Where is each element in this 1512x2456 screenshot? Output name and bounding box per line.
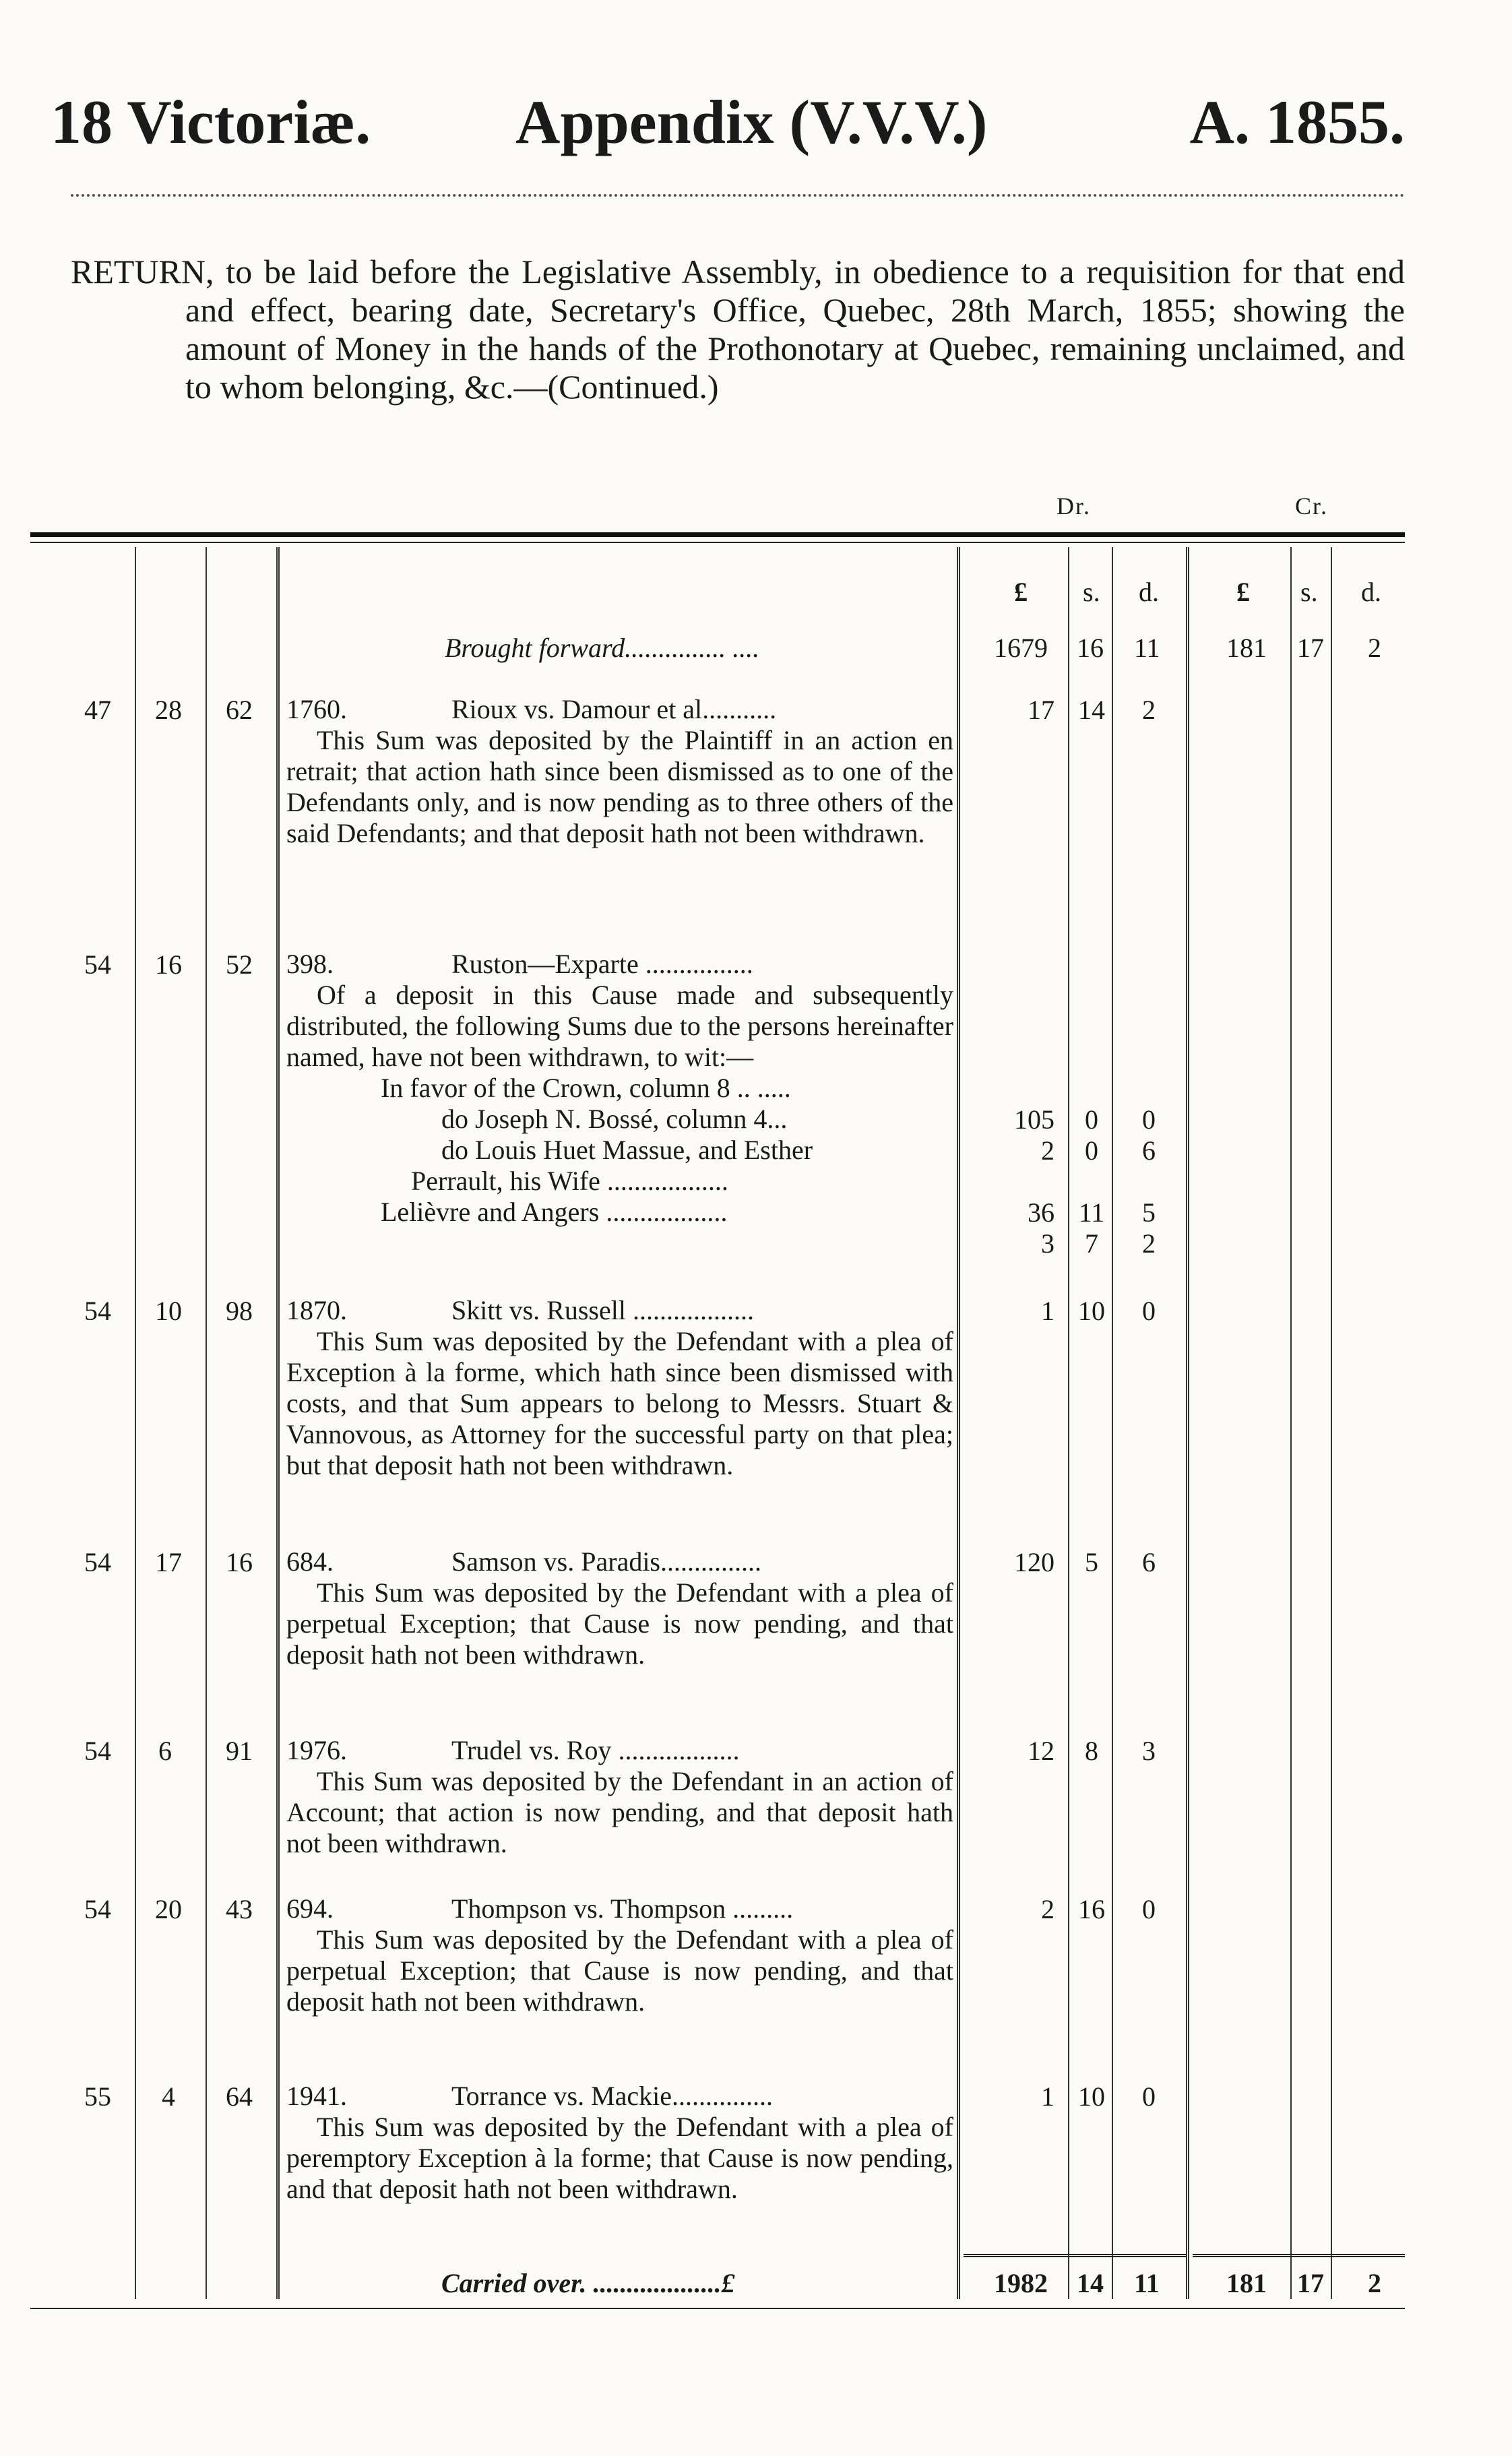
sub-item: In favor of the Crown, column 8 .. ..... <box>381 1073 791 1103</box>
entry-number: 1976. <box>286 1735 347 1765</box>
entry-number: 694. <box>286 1893 334 1924</box>
entry-description <box>286 1295 953 1481</box>
entry-col2: 20 <box>155 1894 182 1924</box>
cr-shilling-head: s. <box>1300 577 1318 607</box>
entry-col1: 55 <box>84 2081 111 2112</box>
col-divider <box>276 547 280 2299</box>
entry-pence: 0 <box>1142 2081 1156 2112</box>
entry-col3: 91 <box>226 1736 253 1766</box>
col-divider <box>1068 547 1069 2299</box>
co-dr-pence: 11 <box>1134 2268 1160 2298</box>
entry-number: 1760. <box>286 694 347 724</box>
sub-item: do Joseph N. Bossé, column 4... <box>441 1104 788 1134</box>
entry-shillings: 10 <box>1078 1296 1105 1326</box>
entry-description <box>286 1546 953 1670</box>
entry-col3: 98 <box>226 1296 253 1326</box>
entry-pence: 2 <box>1142 695 1156 725</box>
co-dr-pounds: 1982 <box>994 2268 1048 2298</box>
header-center: Appendix (V.V.V.) <box>515 88 988 156</box>
entry-number: 1870. <box>286 1295 347 1325</box>
sub-shillings: 7 <box>1085 1228 1098 1259</box>
sub-pounds: 36 <box>1028 1197 1054 1228</box>
entry-pounds: 17 <box>1028 695 1054 725</box>
entry-col1: 54 <box>84 1894 111 1924</box>
table-bottom-rule <box>30 2308 1405 2309</box>
entry-body: Of a deposit in this Cause made and subsequently distributed, the following Sums due to the persons hereinafter named, have not been withdrawn, to wit:— <box>286 980 953 1072</box>
bf-dr-pence: 11 <box>1134 633 1160 663</box>
entry-description <box>286 2081 953 2205</box>
entry-pence: 0 <box>1142 1296 1156 1326</box>
sub-pence: 0 <box>1142 1104 1156 1135</box>
entry-pounds: 1 <box>1041 1296 1054 1326</box>
sub-pence: 6 <box>1142 1135 1156 1166</box>
cr-pence-head: d. <box>1361 577 1381 607</box>
entry-col1: 54 <box>84 1736 111 1766</box>
entry-body: This Sum was deposited by the Defendant with a plea of perpetual Exception; that Cause is now pending, and that deposit hath not been withdrawn. <box>286 1924 953 2017</box>
entry-number: 684. <box>286 1546 334 1577</box>
co-dr-shillings: 14 <box>1077 2268 1104 2298</box>
entry-col2: 28 <box>155 695 182 725</box>
col-divider <box>135 547 136 2299</box>
entry-pounds: 120 <box>1014 1547 1054 1577</box>
entry-parties: Samson vs. Paradis............... <box>451 1546 761 1577</box>
entry-body: This Sum was deposited by the Plaintiff in an action en retrait; that action hath since been dismissed as to one of the Defendants only, and is now pending as to three others of the said Defendants; and that deposit hath not been withdrawn. <box>286 725 953 848</box>
entry-parties: Torrance vs. Mackie............... <box>451 2081 774 2111</box>
entry-col3: 43 <box>226 1894 253 1924</box>
entry-shillings: 8 <box>1085 1736 1098 1766</box>
entry-col3: 52 <box>226 949 253 980</box>
col-divider <box>1186 547 1189 2299</box>
bf-cr-pence: 2 <box>1368 633 1381 663</box>
brought-forward-label: Brought forward............... .... <box>445 633 760 663</box>
bf-dr-pounds: 1679 <box>994 633 1048 663</box>
return-intro <box>71 253 1405 406</box>
bf-cr-pounds: 181 <box>1226 633 1267 663</box>
entry-description <box>286 949 953 1228</box>
bf-cr-shillings: 17 <box>1297 633 1324 663</box>
entry-description <box>286 1735 953 1859</box>
cr-pound-head: £ <box>1236 577 1250 607</box>
table-top-rule <box>30 532 1405 537</box>
bf-dr-shillings: 16 <box>1077 633 1104 663</box>
sub-pounds: 105 <box>1014 1104 1054 1135</box>
entry-parties: Thompson vs. Thompson ......... <box>451 1893 794 1924</box>
sub-shillings: 11 <box>1078 1197 1105 1228</box>
entry-col2: 6 <box>158 1736 172 1766</box>
cr-total-rule <box>1193 2254 1405 2257</box>
col-divider <box>957 547 960 2299</box>
entry-body: This Sum was deposited by the Defendant with a plea of perpetual Exception; that Cause is now pending, and that deposit hath not been withdrawn. <box>286 1577 953 1670</box>
co-cr-pounds: 181 <box>1226 2268 1267 2298</box>
dr-shilling-head: s. <box>1083 577 1100 607</box>
entry-col1: 54 <box>84 949 111 980</box>
entry-parties: Skitt vs. Russell .................. <box>451 1295 754 1325</box>
page-header <box>51 86 1405 167</box>
cr-label: Cr. <box>1295 493 1329 519</box>
co-cr-pence: 2 <box>1368 2268 1381 2298</box>
entry-description <box>286 1893 953 2017</box>
sub-pence: 5 <box>1142 1197 1156 1228</box>
entry-shillings: 10 <box>1078 2081 1105 2112</box>
entry-shillings: 5 <box>1085 1547 1098 1577</box>
sub-item: Lelièvre and Angers .................. <box>381 1197 728 1227</box>
entry-pounds: 12 <box>1028 1736 1054 1766</box>
entry-col2: 10 <box>155 1296 182 1326</box>
entry-col3: 62 <box>226 695 253 725</box>
entry-parties: Trudel vs. Roy .................. <box>451 1735 740 1765</box>
sub-item: do Louis Huet Massue, and Esther <box>441 1135 813 1165</box>
co-cr-shillings: 17 <box>1297 2268 1324 2298</box>
entry-pounds: 2 <box>1041 1894 1054 1924</box>
entry-col2: 16 <box>155 949 182 980</box>
col-divider <box>1290 547 1292 2299</box>
entry-pounds: 1 <box>1041 2081 1054 2112</box>
entry-description <box>286 694 953 849</box>
entry-pence: 3 <box>1142 1736 1156 1766</box>
return-text: RETURN, to be laid before the Legislative Assembly, in obedience to a requisition for that end and effect, bearing date, Secretary's Office, Quebec, 28th March, 1855; showing the amount of Money in the hands of the Prothonotary at Quebec, remaining unclaimed, and to whom belonging, &c.—(Continued.) <box>71 253 1405 406</box>
entry-col2: 17 <box>155 1547 182 1577</box>
entry-col2: 4 <box>162 2081 175 2112</box>
sub-item: Perrault, his Wife .................. <box>411 1166 728 1196</box>
table-top-rule-thin <box>30 542 1405 543</box>
entry-body: This Sum was deposited by the Defendant in an action of Account; that action is now pending, and that deposit hath not been withdrawn. <box>286 1766 953 1858</box>
dr-pence-head: d. <box>1139 577 1159 607</box>
entry-col3: 16 <box>226 1547 253 1577</box>
sub-shillings: 0 <box>1085 1104 1098 1135</box>
header-left: 18 Victoriæ. <box>51 88 371 156</box>
entry-pence: 6 <box>1142 1547 1156 1577</box>
entry-pence: 0 <box>1142 1894 1156 1924</box>
entry-number: 398. <box>286 949 334 979</box>
entry-number: 1941. <box>286 2081 347 2111</box>
sub-pounds: 2 <box>1041 1135 1054 1166</box>
entry-body: This Sum was deposited by the Defendant with a plea of Exception à la forme, which hath since been dismissed with costs, and that Sum appears to belong to Messrs. Stuart & Vannovous, as Attorney for the successful party on that plea; but that deposit hath not been withdrawn. <box>286 1326 953 1480</box>
entry-col1: 54 <box>84 1547 111 1577</box>
entry-col3: 64 <box>226 2081 253 2112</box>
col-divider <box>206 547 207 2299</box>
entry-col1: 54 <box>84 1296 111 1326</box>
entry-col1: 47 <box>84 695 111 725</box>
entry-parties: Ruston—Exparte ................ <box>451 949 753 979</box>
header-right: A. 1855. <box>1189 88 1405 156</box>
dr-label: Dr. <box>1057 493 1091 519</box>
entry-body: This Sum was deposited by the Defendant with a plea of peremptory Exception à la forme; that Cause is now pending, and that deposit hath not been withdrawn. <box>286 2112 953 2204</box>
dr-total-rule <box>964 2254 1186 2257</box>
entry-shillings: 14 <box>1078 695 1105 725</box>
sub-pounds: 3 <box>1041 1228 1054 1259</box>
col-divider <box>1331 547 1332 2299</box>
entry-shillings: 16 <box>1078 1894 1105 1924</box>
header-divider <box>71 194 1405 197</box>
dr-pound-head: £ <box>1014 577 1028 607</box>
sub-pence: 2 <box>1142 1228 1156 1259</box>
carried-over-label: Carried over. ...................£ <box>441 2268 735 2298</box>
col-divider <box>1112 547 1113 2299</box>
entry-parties: Rioux vs. Damour et al........... <box>451 694 777 724</box>
sub-shillings: 0 <box>1085 1135 1098 1166</box>
